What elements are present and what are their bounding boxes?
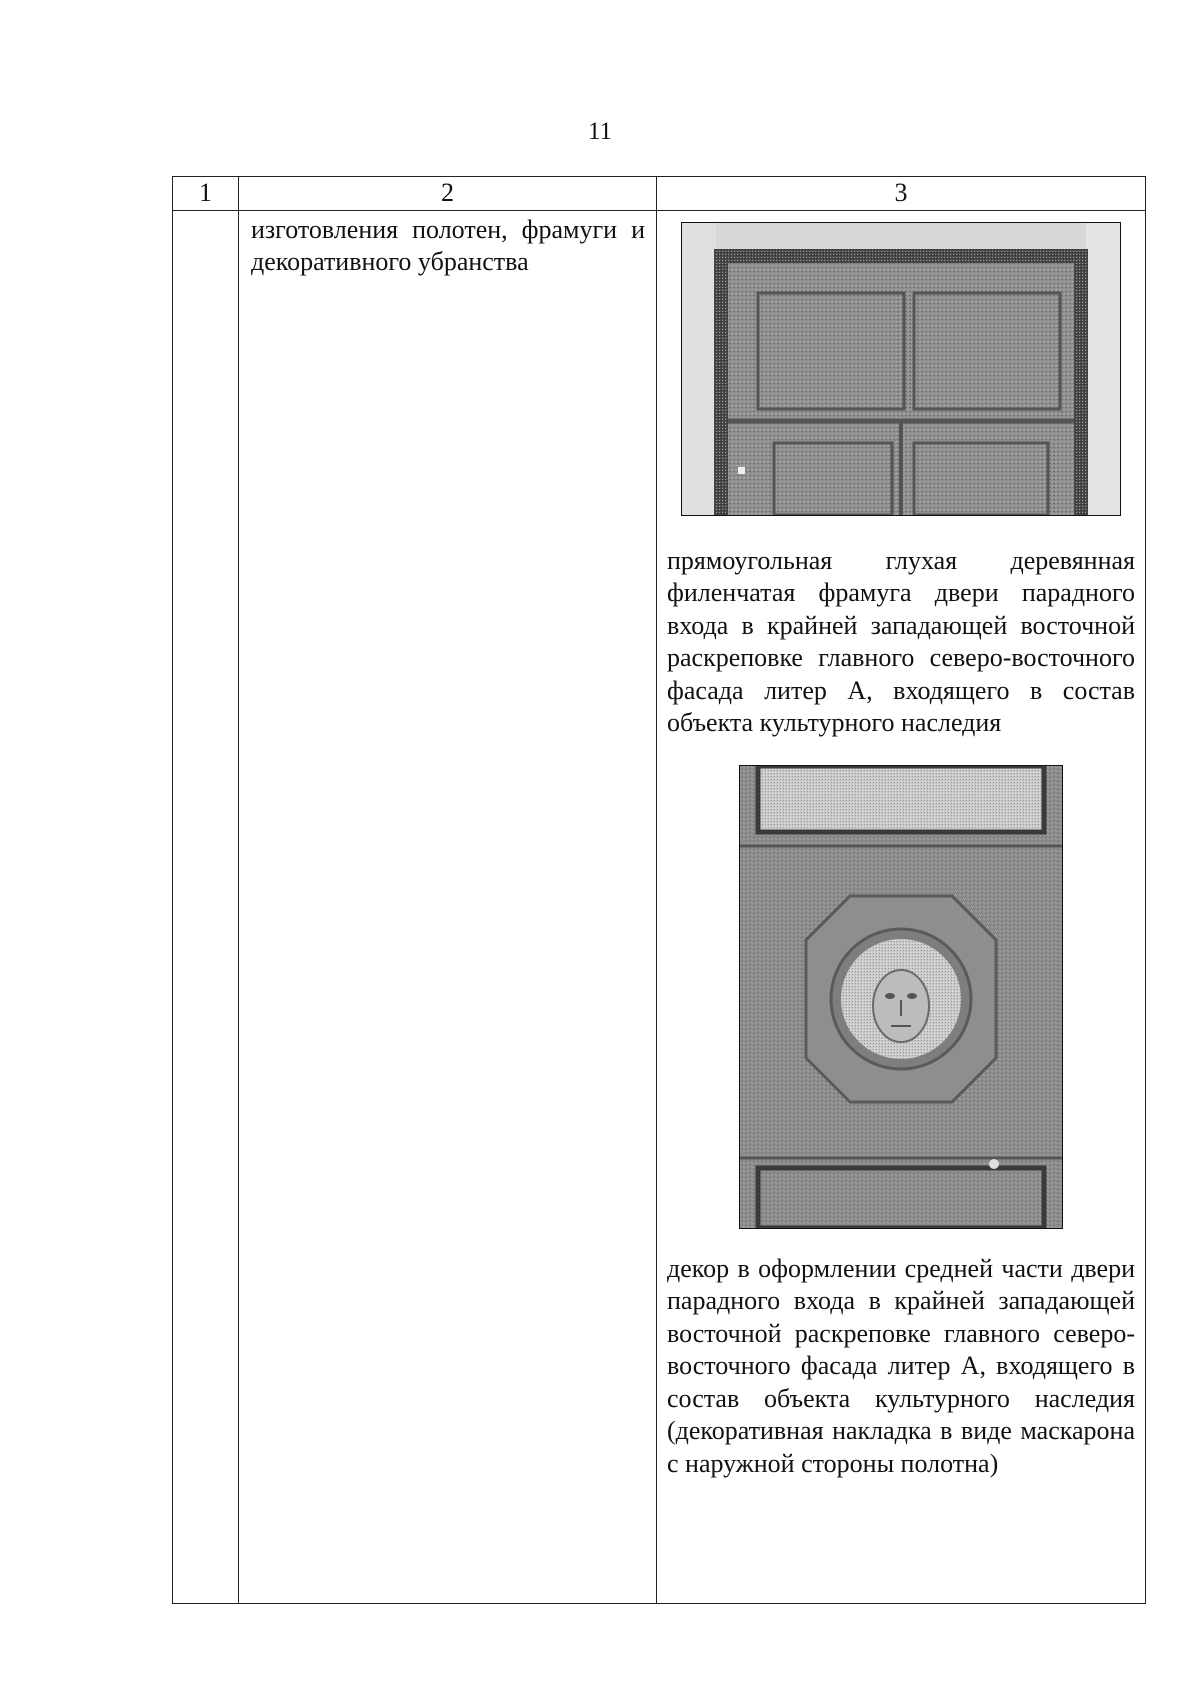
page-number: 11 [587,118,613,145]
caption-door-transom: прямоугольная глухая деревянная филенчатая фрамуга двери парадного входа в крайней западающей восточной раскреповке главного северо-восточного фасада литер А, входящего в состав объекта культурного наследия [667,545,1135,737]
header-col-1: 1 [173,177,239,211]
row-col-1 [173,210,239,1603]
table-row [173,210,1146,1603]
photo-mascaron-decor [739,765,1063,1229]
document-table [172,176,1146,1604]
row-col-2 [239,210,657,1603]
photo-door-transom [681,222,1121,516]
caption-mascaron-decor: декор в оформлении средней части двери парадного входа в крайней западающей восточной раскреповке главного северо-восточного фасада литер А, входящего в состав объекта культурного наследия (декоративная накладка в виде маскарона с наружной стороны полотна) [667,1253,1135,1478]
header-col-2: 2 [239,177,657,211]
row-col-3 [657,210,1146,1603]
work-description: изготовления полотен, фрамуги и декоративного убранства [251,214,645,276]
header-col-3: 3 [657,177,1146,211]
table-header-row [173,177,1146,211]
